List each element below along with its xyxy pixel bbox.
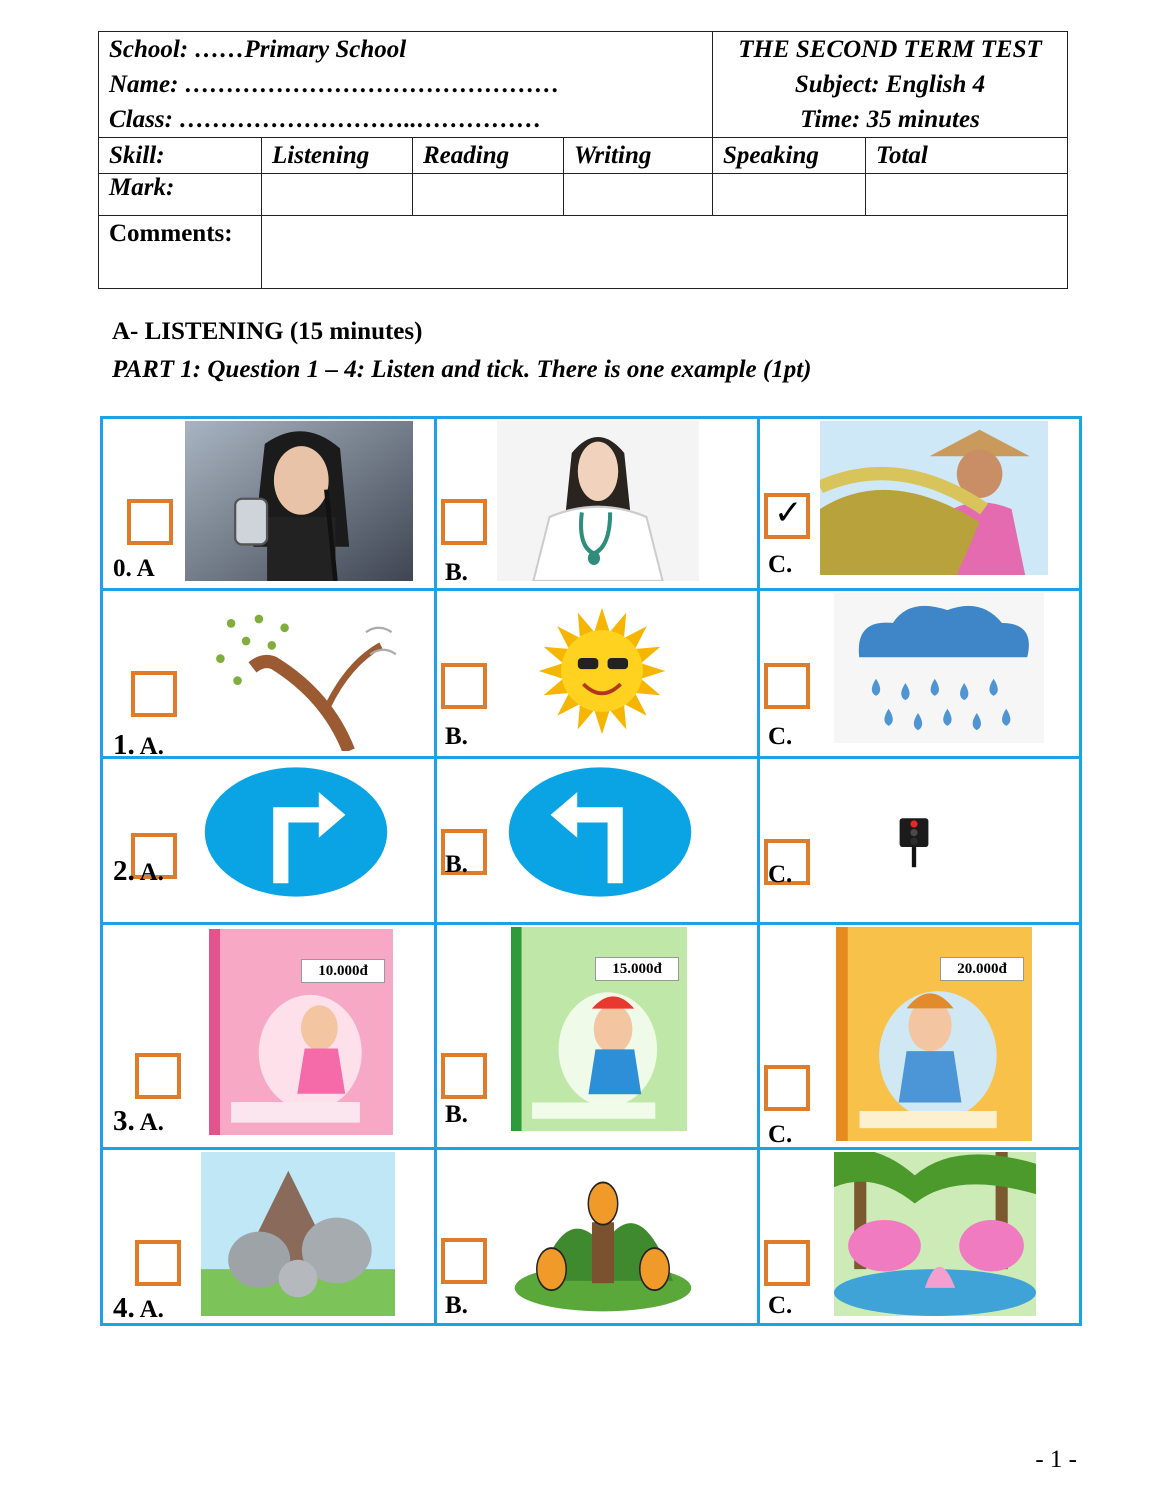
hippos-picture xyxy=(834,1152,1036,1316)
tickbox[interactable] xyxy=(131,671,177,717)
question-0-option-0 xyxy=(103,419,437,591)
option-label xyxy=(768,1292,792,1320)
turn-right-sign-picture xyxy=(201,765,391,899)
skill-speaking: Speaking xyxy=(713,138,866,174)
test-subject: Subject: English 4 xyxy=(794,71,986,98)
mark-total[interactable] xyxy=(866,174,1068,216)
question-4-option-1 xyxy=(437,1150,760,1323)
option-label xyxy=(445,723,468,751)
option-letter: A. xyxy=(139,1296,164,1323)
question-1-option-0 xyxy=(103,591,437,759)
option-letter: C. xyxy=(768,1292,793,1319)
mark-reading[interactable] xyxy=(413,174,564,216)
tickbox[interactable] xyxy=(441,1053,487,1099)
option-label xyxy=(768,551,792,579)
tickbox[interactable] xyxy=(441,1238,487,1284)
tickbox[interactable] xyxy=(127,499,173,545)
question-2-option-2 xyxy=(760,759,1079,925)
test-title-cell xyxy=(713,32,1068,138)
skill-reading: Reading xyxy=(413,138,564,174)
class-field: Class: ………………………..…………… xyxy=(109,106,542,133)
question-1-option-1 xyxy=(437,591,760,759)
farmer-with-rice-picture xyxy=(820,421,1048,575)
option-letter: B. xyxy=(445,1101,468,1128)
question-number: 1. xyxy=(113,729,135,761)
question-4-option-2 xyxy=(760,1150,1079,1323)
question-4-option-0 xyxy=(103,1150,437,1323)
skill-total: Total xyxy=(866,138,1068,174)
question-2-option-0 xyxy=(103,759,437,925)
name-field: Name: ……………………………………… xyxy=(109,71,560,98)
tickbox[interactable] xyxy=(764,1065,810,1111)
mark-writing[interactable] xyxy=(564,174,713,216)
option-letter: B. xyxy=(445,559,468,586)
rain-cloud-picture xyxy=(834,593,1044,743)
skill-writing: Writing xyxy=(564,138,713,174)
option-letter: A xyxy=(136,555,155,582)
question-3-option-2 xyxy=(760,925,1079,1150)
tickbox[interactable] xyxy=(135,1240,181,1286)
question-grid xyxy=(100,416,1082,1326)
question-0-option-2 xyxy=(760,419,1079,591)
option-label xyxy=(113,855,164,888)
option-letter: B. xyxy=(445,1292,468,1319)
option-letter: B. xyxy=(445,723,468,750)
smiling-sun-picture xyxy=(509,597,695,745)
test-time: Time: 35 minutes xyxy=(800,106,980,133)
skill-listening: Listening xyxy=(262,138,413,174)
tigers-picture xyxy=(511,1152,695,1316)
question-3-option-0 xyxy=(103,925,437,1150)
header-table xyxy=(98,31,1068,289)
tickbox[interactable] xyxy=(441,499,487,545)
option-letter: A. xyxy=(139,1109,164,1136)
tickbox[interactable] xyxy=(764,1240,810,1286)
option-label xyxy=(768,723,792,751)
option-letter: C. xyxy=(768,551,793,578)
option-letter: B. xyxy=(445,851,468,878)
tickbox-checked[interactable] xyxy=(764,493,810,539)
doctor-with-stethoscope-picture xyxy=(497,421,699,581)
tickbox[interactable] xyxy=(764,663,810,709)
tickbox[interactable] xyxy=(135,1053,181,1099)
section-title: A- LISTENING (15 minutes) xyxy=(112,318,423,345)
mark-listening[interactable] xyxy=(262,174,413,216)
option-label xyxy=(445,1101,468,1129)
traffic-light-picture xyxy=(878,767,950,917)
question-number: 3. xyxy=(113,1105,135,1137)
option-label xyxy=(445,559,468,587)
test-title: THE SECOND TERM TEST xyxy=(738,36,1042,63)
woman-holding-award-picture xyxy=(185,421,413,581)
windy-tree-picture xyxy=(199,597,413,751)
student-info-cell xyxy=(99,32,713,138)
elephants-picture xyxy=(201,1152,395,1316)
option-label xyxy=(445,851,468,879)
comments-field[interactable] xyxy=(262,216,1068,289)
comments-label: Comments: xyxy=(99,216,262,289)
question-0-option-1 xyxy=(437,419,760,591)
question-3-option-1 xyxy=(437,925,760,1150)
option-label xyxy=(113,1105,164,1138)
option-letter: A. xyxy=(139,733,164,760)
option-label xyxy=(113,1292,164,1325)
notebook-price: 20.000đ xyxy=(940,957,1024,981)
question-number: 0. xyxy=(113,555,132,582)
question-1-option-2 xyxy=(760,591,1079,759)
page-number: - 1 - xyxy=(1035,1446,1077,1473)
notebook-price: 15.000đ xyxy=(595,957,679,981)
option-letter: A. xyxy=(139,859,164,886)
question-number: 2. xyxy=(113,855,135,887)
option-label xyxy=(768,1121,792,1149)
turn-left-sign-picture xyxy=(505,765,695,899)
option-label xyxy=(445,1292,468,1320)
part-instruction: PART 1: Question 1 – 4: Listen and tick. There is one example (1pt) xyxy=(112,356,812,383)
option-label xyxy=(113,555,155,583)
mark-speaking[interactable] xyxy=(713,174,866,216)
option-letter: C. xyxy=(768,723,793,750)
check-icon: ✓ xyxy=(774,493,803,533)
skill-label: Skill: xyxy=(99,138,262,174)
question-number: 4. xyxy=(113,1292,135,1324)
option-letter: C. xyxy=(768,1121,793,1148)
question-2-option-1 xyxy=(437,759,760,925)
mark-label: Mark: xyxy=(99,174,262,216)
option-label xyxy=(113,729,164,762)
option-label xyxy=(768,861,792,889)
option-letter: C. xyxy=(768,861,793,888)
tickbox[interactable] xyxy=(441,663,487,709)
school-field: School: ……Primary School xyxy=(109,36,407,63)
notebook-price: 10.000đ xyxy=(301,959,385,983)
